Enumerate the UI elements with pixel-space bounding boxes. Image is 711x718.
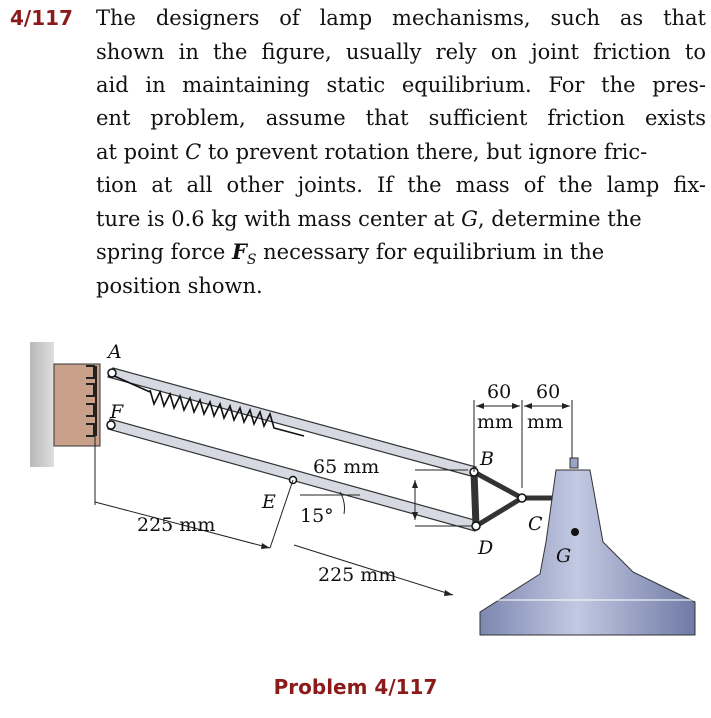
link-BC xyxy=(474,472,522,498)
text-line-2: shown in the figure, usually rely on joint friction to xyxy=(96,40,706,64)
dim-60-left: 60 xyxy=(487,381,512,403)
spring xyxy=(150,390,304,436)
text-line-9: position shown. xyxy=(96,274,263,298)
link-DC xyxy=(476,498,522,526)
label-C: C xyxy=(528,513,543,535)
text-line-7: ture is 0.6 kg with mass center at G, determine the xyxy=(96,207,642,231)
lamp-fixture xyxy=(480,458,695,635)
label-F: F xyxy=(110,401,124,423)
link-BD xyxy=(474,472,476,526)
text-line-4: ent problem, assume that sufficient friction exists xyxy=(96,106,706,130)
label-D: D xyxy=(478,537,494,559)
text-line-6: tion at all other joints. If the mass of the lamp fix- xyxy=(96,173,706,197)
dim-225mm-left: 225 mm xyxy=(137,514,216,536)
dim-65mm: 65 mm xyxy=(313,456,380,478)
dim-60-right: 60 xyxy=(536,381,561,403)
text-line-1: The designers of lamp mechanisms, such as that xyxy=(96,6,706,30)
label-G: G xyxy=(556,545,572,567)
label-B: B xyxy=(480,448,494,470)
text-line-8: spring force $F_S$ necessary for equilibrium in the xyxy=(96,239,605,269)
label-E: E xyxy=(262,491,276,513)
label-A: A xyxy=(108,341,122,363)
dim-225mm-bottom: 225 mm xyxy=(318,564,397,586)
upper-arm-AB xyxy=(108,368,476,476)
dim-angle: 15° xyxy=(300,505,334,527)
text-line-3: aid in maintaining static equilibrium. For the pres- xyxy=(96,73,706,97)
problem-number: 4/117 xyxy=(10,6,73,30)
figure-caption: Problem 4/117 xyxy=(273,675,438,699)
mass-center-dot xyxy=(571,528,579,536)
dim-mm-right: mm xyxy=(527,411,564,433)
dim-mm-left: mm xyxy=(477,411,514,433)
text-line-5: at point C to prevent rotation there, but ignore fric- xyxy=(96,140,648,164)
lamp-mechanism-figure xyxy=(0,330,711,675)
wall xyxy=(30,342,54,467)
